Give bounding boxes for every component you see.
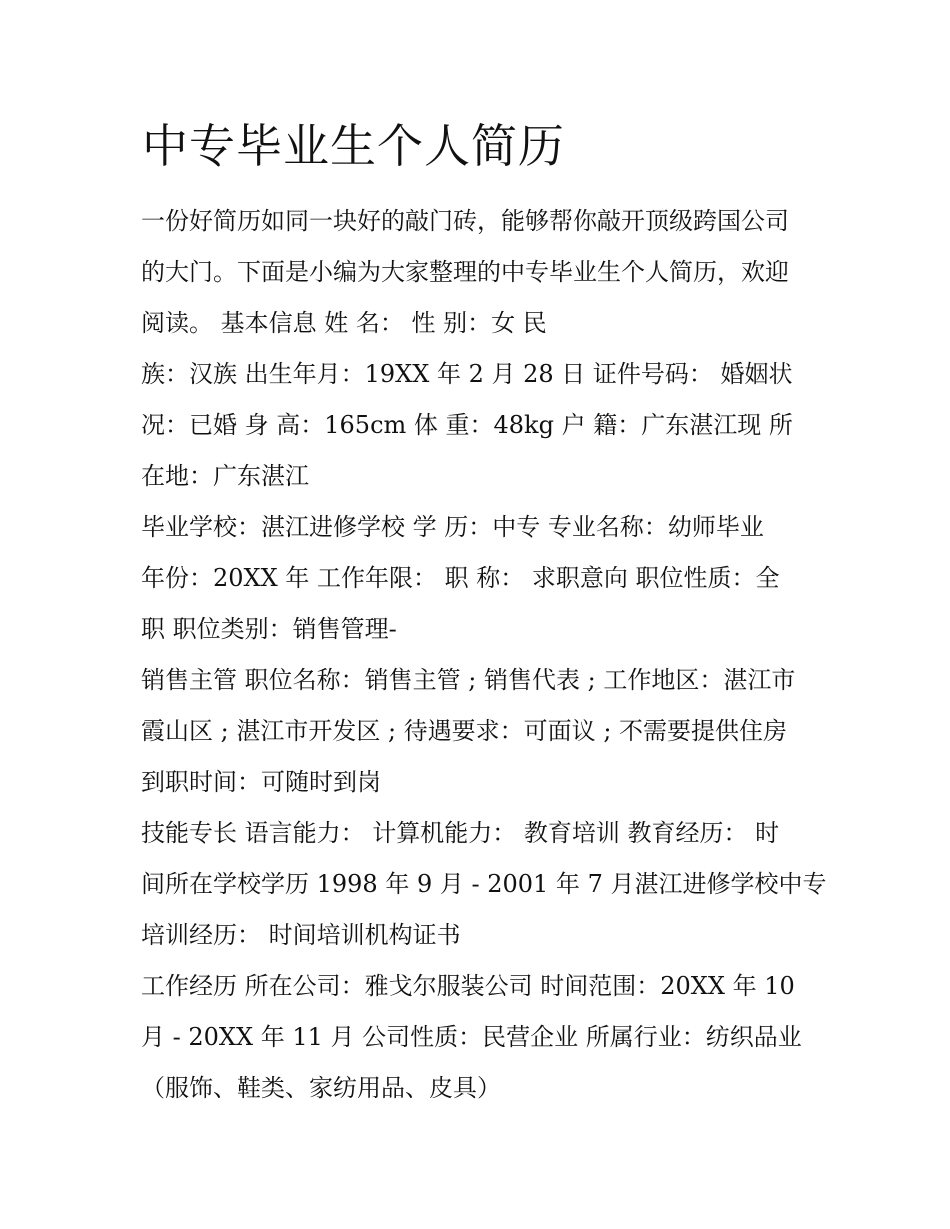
body-line-7: 毕业学校：湛江进修学校 学 历：中专 专业名称：幼师毕业 (141, 513, 764, 541)
body-line-10: 销售主管 职位名称：销售主管 ; 销售代表 ; 工作地区：湛江市 (141, 666, 796, 694)
body-line-8: 年份：20XX 年 工作年限： 职 称： 求职意向 职位性质：全 (141, 564, 780, 592)
body-line-3: 阅读。 基本信息 姓 名： 性 别：女 民 (141, 309, 547, 337)
body-line-5: 况：已婚 身 高：165cm 体 重：48kg 户 籍：广东湛江现 所 (141, 411, 793, 439)
body-line-1: 一份好简历如同一块好的敲门砖，能够帮你敲开顶级跨国公司 (141, 207, 789, 235)
resume-body (141, 196, 841, 1114)
body-line-16: 工作经历 所在公司：雅戈尔服装公司 时间范围：20XX 年 10 (141, 972, 795, 1000)
body-line-14: 间所在学校学历 1998 年 9 月 - 2001 年 7 月湛江进修学校中专 (141, 870, 827, 898)
body-line-4: 族：汉族 出生年月：19XX 年 2 月 28 日 证件号码： 婚姻状 (141, 360, 793, 388)
body-line-11: 霞山区 ; 湛江市开发区 ; 待遇要求：可面议 ; 不需要提供住房 (141, 717, 788, 745)
page-title: 中专毕业生个人简历 (142, 119, 565, 173)
body-line-9: 职 职位类别：销售管理- (141, 615, 397, 643)
body-line-13: 技能专长 语言能力： 计算机能力： 教育培训 教育经历： 时 (141, 819, 780, 847)
body-line-12: 到职时间：可随时到岗 (141, 768, 381, 796)
body-line-6: 在地：广东湛江 (141, 462, 309, 490)
body-line-18: （服饰、鞋类、家纺用品、皮具） (141, 1074, 501, 1102)
body-line-17: 月 - 20XX 年 11 月 公司性质：民营企业 所属行业：纺织品业 (141, 1023, 802, 1051)
body-line-15: 培训经历： 时间培训机构证书 (141, 921, 461, 949)
body-line-2: 的大门。下面是小编为大家整理的中专毕业生个人简历，欢迎 (141, 258, 789, 286)
